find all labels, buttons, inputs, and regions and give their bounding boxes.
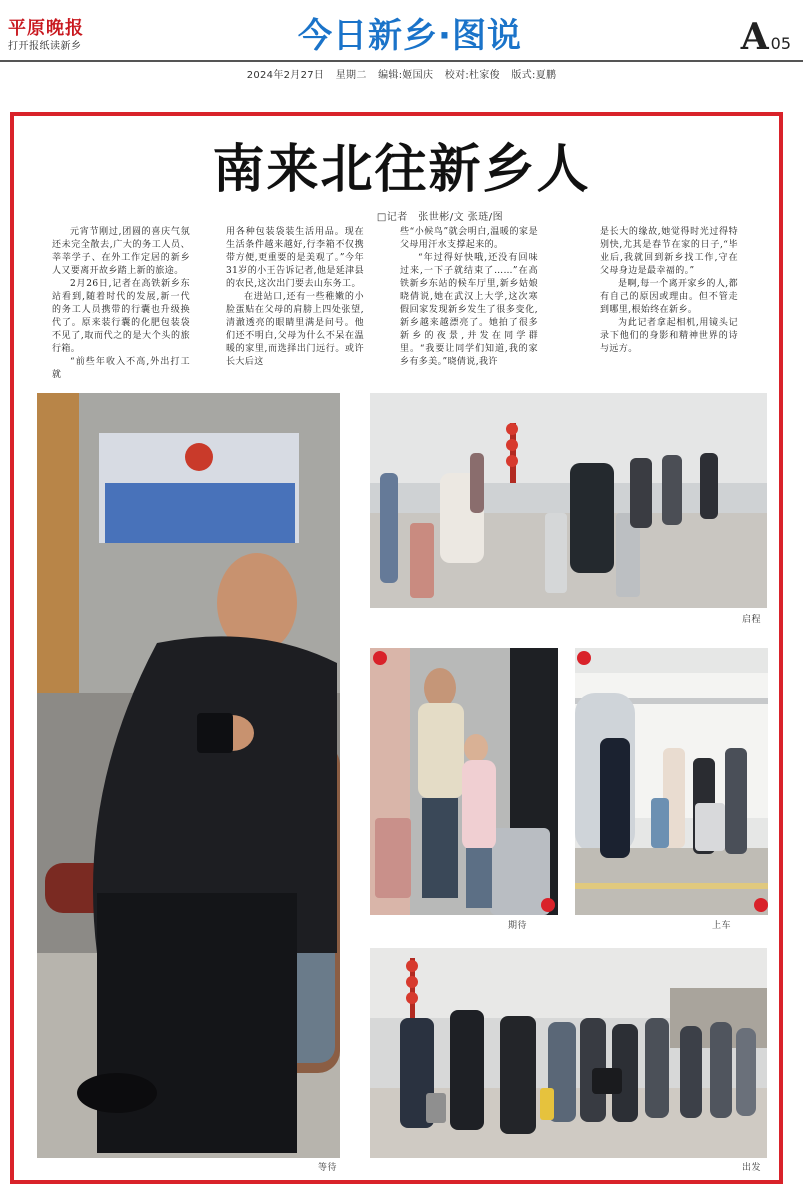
paragraph: “年过得好快哦,还没有回味过来,一下子就结束了……”在高铁新乡东站的候车厅里,新乡姑娘晓倩说,她在武汉上大学,这次寒假回家发现新乡发生了很多变化,新乡越来越漂亮了。她拍了很多新乡的夜景,并发在同学群里。“我要让同学们知道,我的家乡有多美。”晓倩说,我许 bbox=[400, 253, 538, 367]
layout-credit: 版式:夏鹏 bbox=[511, 70, 557, 81]
caption-waiting: 等待 bbox=[318, 1163, 338, 1173]
paragraph: 在进站口,还有一些稚嫩的小脸蛋贴在父母的肩膀上四处张望,清澈透亮的眼睛里满是问号。他们还不明白,父母为什么不呆在温暖的家里,而选择出门远行。或许长大后这 bbox=[226, 292, 364, 367]
issue-weekday: 星期二 bbox=[335, 70, 367, 81]
paragraph: 为此记者拿起相机,用镜头记录下他们的身影和精神世界的诗与远方。 bbox=[600, 318, 738, 354]
section-title: 今日新乡·图说 bbox=[298, 16, 522, 56]
proofreader-credit: 校对:杜家俊 bbox=[444, 70, 500, 81]
paragraph: 是长大的缘故,她觉得时光过得特别快,尤其是春节在家的日子,“毕业后,我就回到新乡找工作,守在父母身边是最幸福的。” bbox=[600, 227, 738, 276]
photo-expecting bbox=[370, 648, 558, 915]
issue-date: 2024年2月27日 bbox=[246, 70, 325, 81]
decor-dot bbox=[577, 651, 591, 665]
paragraph: “前些年收入不高,外出打工就 bbox=[52, 357, 190, 380]
article-headline: 南来北往新乡人 bbox=[212, 140, 591, 200]
logo-text: 平原晚报 bbox=[8, 18, 84, 39]
caption-boarding: 上车 bbox=[712, 921, 732, 931]
photo-departure-crowd bbox=[370, 948, 767, 1158]
caption-expecting: 期待 bbox=[508, 921, 528, 931]
caption-setting-off: 启程 bbox=[742, 615, 762, 625]
issue-meta bbox=[0, 66, 803, 81]
logo-slogan: 打开报纸读新乡 bbox=[8, 41, 82, 52]
paragraph: 是啊,每一个离开家乡的人,都有自己的原因或理由。但不管走到哪里,根始终在新乡。 bbox=[600, 279, 738, 315]
decor-dot bbox=[754, 898, 768, 912]
photo-waiting-man bbox=[37, 393, 340, 1158]
article-column-1 bbox=[52, 226, 190, 380]
paragraph: 2月26日,记者在高铁新乡东站看到,随着时代的发展,新一代的务工人员携带的行囊也升级换代了。原来装行囊的化肥包装袋不见了,取而代之的是大个头的旅行箱。 bbox=[52, 279, 190, 354]
editor-credit: 编辑:姬国庆 bbox=[378, 70, 434, 81]
caption-departure: 出发 bbox=[742, 1163, 762, 1173]
paragraph: 些“小候鸟”就会明白,温暖的家是父母用汗水支撑起来的。 bbox=[400, 227, 538, 250]
paragraph: 元宵节刚过,团圆的喜庆气氛还未完全散去,广大的务工人员、莘莘学子、在外工作定居的新乡人又要离开故乡踏上新的旅途。 bbox=[52, 227, 190, 276]
article-column-3 bbox=[400, 226, 538, 368]
photo-setting-off bbox=[370, 393, 767, 608]
decor-dot bbox=[373, 651, 387, 665]
photo-boarding bbox=[575, 648, 768, 915]
page-number: 05 bbox=[770, 34, 791, 53]
newspaper-logo bbox=[8, 18, 88, 58]
paragraph: 用各种包装袋装生活用品。现在生活条件越来越好,行李箱不仅携带方便,更重要的是美观了。”今年31岁的小王告诉记者,他是延津县的农民,这次出门要去山东务工。 bbox=[226, 227, 364, 289]
article-column-4 bbox=[600, 226, 738, 368]
page-letter: A bbox=[740, 16, 769, 58]
decor-dot bbox=[541, 898, 555, 912]
article-column-2 bbox=[226, 226, 364, 368]
page-label bbox=[741, 16, 791, 56]
article-byline: □记者 张世彬/文 张琏/图 bbox=[376, 212, 504, 223]
header-divider bbox=[0, 60, 803, 62]
